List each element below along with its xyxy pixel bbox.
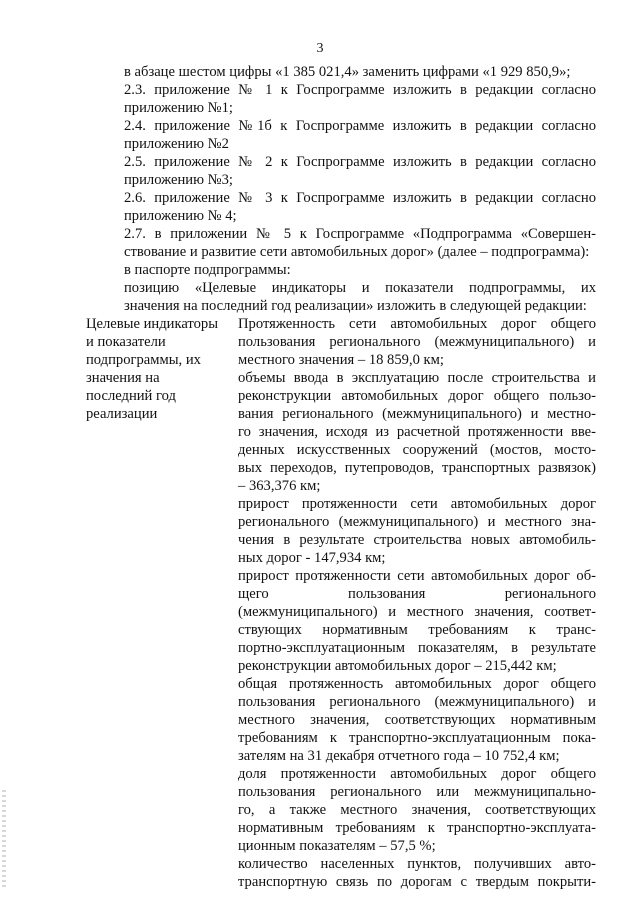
indicator-line: Протяженность сети автомобильных дорог общего — [238, 316, 596, 332]
indicator-item — [238, 765, 596, 855]
paragraph-line: 2.4. приложение №1б к Госпрограмме изложить в редакции согласно — [124, 118, 596, 134]
document-body — [86, 63, 596, 891]
indicator-line: транспортную связь по дорогам с твердым покрыти- — [238, 874, 596, 890]
indicator-line: пользования регионального или межмуниципально- — [238, 784, 596, 800]
paragraph-line: приложению №3; — [124, 172, 233, 188]
indicator-line: портно-эксплуатационным показателям, в результате — [238, 640, 596, 656]
table-left-line: подпрограммы, их — [86, 352, 201, 368]
table-left-line: реализации — [86, 406, 158, 422]
table-left-line: Целевые индикаторы — [86, 316, 219, 332]
paragraph-line: приложению №2 — [124, 136, 229, 152]
indicator-line: го, а также местного значения, соответствующих — [238, 802, 596, 818]
paragraph-p1 — [86, 63, 596, 81]
table-left-line: последний год — [86, 388, 176, 404]
indicator-item — [238, 855, 596, 891]
indicator-line: вания регионального (межмуниципального) и местно- — [238, 406, 596, 422]
indicator-line: нормативным требованиям к транспортно-эксплуата- — [238, 820, 596, 836]
scan-edge-mark — [2, 790, 6, 890]
indicator-line: требованиям к транспортно-эксплуатационным пока- — [238, 730, 596, 746]
indicator-line: вых переходов, путепроводов, транспортных развязок) — [238, 460, 596, 476]
page-number: 3 — [316, 41, 324, 56]
indicator-line: реконструкции автомобильных дорог общего пользо- — [238, 388, 596, 404]
paragraph-line: в абзаце шестом цифры «1 385 021,4» заменить цифрами «1 929 850,9»; — [124, 64, 571, 80]
paragraph-list — [86, 63, 596, 315]
indicator-line: прирост протяженности сети автомобильных дорог — [238, 496, 596, 512]
indicator-item — [238, 315, 596, 369]
paragraph-p3 — [86, 117, 596, 153]
paragraph-line: приложению №1; — [124, 100, 233, 116]
paragraph-p4 — [86, 153, 596, 189]
indicator-line: местного значения – 18 859,0 км; — [238, 352, 444, 368]
paragraph-p7 — [86, 261, 596, 279]
paragraph-line: значения на последний год реализации» изложить в следующей редакции: — [124, 298, 587, 314]
paragraph-line: ствование и развитие сети автомобильных дорог» (далее – подпрограмма): — [124, 244, 590, 260]
paragraph-line: в паспорте подпрограммы: — [124, 262, 291, 278]
indicator-line: объемы ввода в эксплуатацию после строительства и — [238, 370, 596, 386]
passport-table — [86, 315, 596, 891]
indicator-line: (межмуниципального) и местного значения, соответ- — [238, 604, 596, 620]
indicator-item — [238, 369, 596, 495]
paragraph-line: позицию «Целевые индикаторы и показатели подпрограммы, их — [124, 280, 596, 296]
table-left-column — [86, 315, 238, 891]
indicator-line: ционным показателям – 57,5 %; — [238, 838, 436, 854]
table-left-line: и показатели — [86, 334, 166, 350]
indicator-line: пользования регионального (межмуниципального) и — [238, 694, 596, 710]
paragraph-line: 2.3. приложение № 1 к Госпрограмме изложить в редакции согласно — [124, 82, 596, 98]
indicator-line: количество населенных пунктов, получивших авто- — [238, 856, 596, 872]
indicator-line: ствующих нормативным требованиям к транс- — [238, 622, 596, 638]
paragraph-line: 2.7. в приложении № 5 к Госпрограмме «Подпрограмма «Совершен- — [124, 226, 596, 242]
indicator-line: прирост протяженности сети автомобильных дорог об- — [238, 568, 596, 584]
indicator-line: доля протяженности автомобильных дорог общего — [238, 766, 596, 782]
indicator-line: регионального (межмуниципального) и местного зна- — [238, 514, 596, 530]
indicator-line: чения в результате строительства новых автомобиль- — [238, 532, 596, 548]
indicator-line: общая протяженность автомобильных дорог общего — [238, 676, 596, 692]
paragraph-line: 2.5. приложение № 2 к Госпрограмме изложить в редакции согласно — [124, 154, 596, 170]
indicator-line: – 363,376 км; — [238, 478, 321, 494]
paragraph-line: 2.6. приложение № 3 к Госпрограмме изложить в редакции согласно — [124, 190, 596, 206]
paragraph-line: приложению № 4; — [124, 208, 237, 224]
table-right-column — [238, 315, 596, 891]
indicator-item — [238, 495, 596, 567]
indicator-line: реконструкции автомобильных дорог – 215,442 км; — [238, 658, 557, 674]
paragraph-p8 — [86, 279, 596, 315]
indicator-line: го значения, исходя из расчетной протяженности вве- — [238, 424, 596, 440]
indicator-item — [238, 567, 596, 675]
paragraph-p2 — [86, 81, 596, 117]
indicator-line: щего пользования регионального — [238, 586, 596, 602]
paragraph-p6 — [86, 225, 596, 261]
paragraph-p5 — [86, 189, 596, 225]
indicator-line: пользования регионального (межмуниципального) и — [238, 334, 596, 350]
indicator-item — [238, 675, 596, 765]
indicator-line: ных дорог - 147,934 км; — [238, 550, 386, 566]
table-left-line: значения на — [86, 370, 160, 386]
indicator-line: денных искусственных сооружений (мостов, мосто- — [238, 442, 596, 458]
indicator-line: местного значения, соответствующих нормативным — [238, 712, 596, 728]
indicator-line: зателям на 31 декабря отчетного года – 10 752,4 км; — [238, 748, 560, 764]
